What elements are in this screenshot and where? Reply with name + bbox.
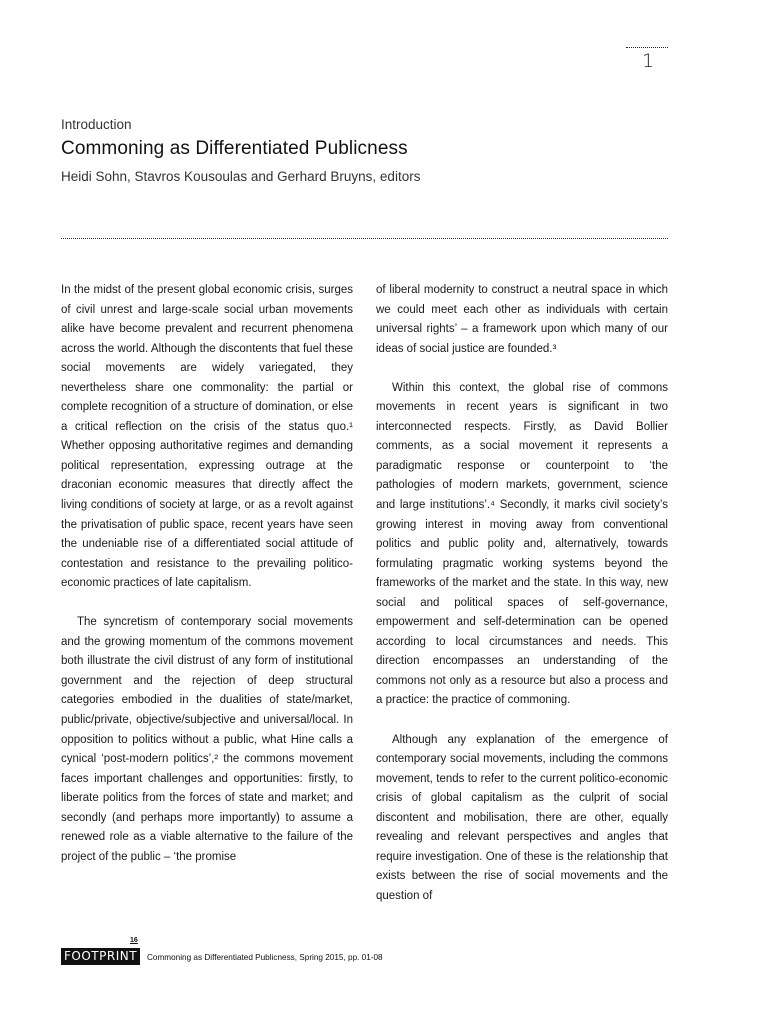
article-authors: Heidi Sohn, Stavros Kousoulas and Gerhard Bruyns, editors [61, 169, 421, 184]
body-paragraph: Although any explanation of the emergence of contemporary social movements, including the commons movement, tends to refer to the current politico-economic crisis of global capitalism as the culprit of social discontent and mobilisation, there are other, equally revealing and relevant perspectives and angles that require investigation. One of these is the relationship that exists between the rise of social movements and the question of [376, 733, 668, 902]
page-number: 1 [641, 50, 655, 72]
right-column [376, 281, 668, 926]
body-paragraph: The syncretism of contemporary social movements and the growing momentum of the commons movement both illustrate the civil distrust of any form of institutional government and the rejection of deep structural categories embodied in the dualities of state/market, public/private, objective/subjective and universal/local. In opposition to politics without a public, what Hine calls a cynical ‘post-modern politics’,² the commons movement faces important challenges and opportunities: firstly, to liberate politics from the forces of state and market; and secondly (and perhaps more importantly) to assume a renewed role as a viable alternative to the failure of the project of the public – ‘the promise [61, 616, 353, 863]
journal-logo: FOOTPRINT [61, 948, 140, 965]
article-header [61, 116, 671, 186]
footer-folio: 16 [130, 937, 138, 944]
article-title: Commoning as Differentiated Publicness [61, 138, 408, 159]
body-paragraph: Within this context, the global rise of commons movements in recent years is significant in two interconnected respects. Firstly, as David Bollier comments, as a social movement it represents a paradigmatic response or counterpoint to ‘the pathologies of modern markets, government, science and large institutions’.⁴ Secondly, it marks civil society’s growing interest in moving away from conventional politics and public polity and, alternatively, towards formulating pragmatic working systems beyond the frameworks of the market and the state. In this way, new social and political spaces of self-governance, empowerment and self-determination can be opened according to local circumstances and needs. This direction encompasses an understanding of the commons not only as a resource but also a process and a practice: the practice of commoning. [376, 381, 668, 707]
body-paragraph: of liberal modernity to construct a neutral space in which we could meet each other as individuals with certain universal rights’ – a framework upon which many of our ideas of social justice are founded.³ [376, 284, 668, 355]
page-number-rule [626, 47, 668, 48]
section-kicker: Introduction [61, 117, 132, 132]
footer-citation: Commoning as Differentiated Publicness, Spring 2015, pp. 01-08 [147, 953, 383, 962]
body-paragraph: In the midst of the present global economic crisis, surges of civil unrest and large-scale social urban movements alike have become prevalent and recurrent phenomena across the world. Although the discontents that fuel these social movements are widely variegated, they nevertheless share one commonality: the partial or complete recognition of a structure of domination, or else a critical reflection on the crisis of the status quo.¹ Whether opposing authoritative regimes and demanding political representation, expressing outrage at the draconian economic measures that directly affect the living conditions of society at large, or as a revolt against the privatisation of public space, recent years have seen the undeniable rise of a differentiated social attitude of contestation and resistance to the prevailing politico-economic practices of late capitalism. [61, 284, 353, 590]
header-divider [61, 238, 668, 239]
left-column [61, 281, 353, 887]
